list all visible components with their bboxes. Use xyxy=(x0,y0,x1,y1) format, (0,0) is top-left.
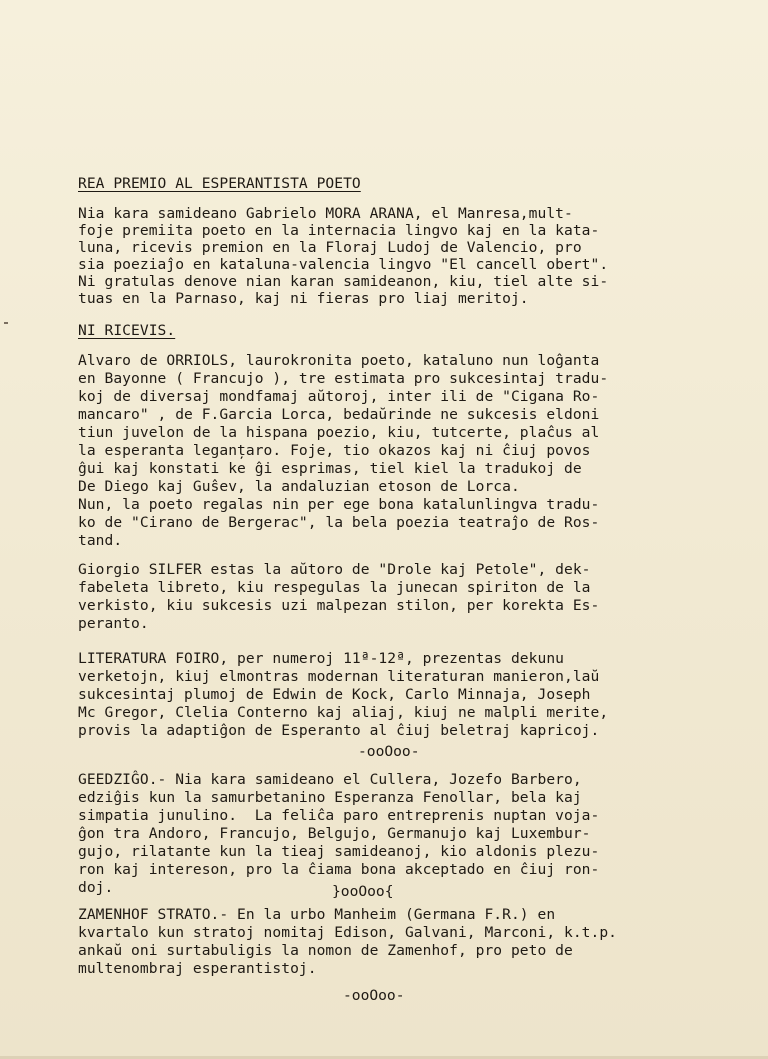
zamenhof-line-2: kvartalo kun stratoj nomitaj Edison, Galvani, Marconi, k.t.p. xyxy=(78,924,618,941)
received-orriols-line-9: Nun, la poeto regalas nin per ege bona katalunlingva tradu- xyxy=(78,496,600,513)
received-silfer-line-3: verkisto, kiu sukcesis uzi malpezan stilon, per korekta Es- xyxy=(78,597,600,614)
article-title-prize: REA PREMIO AL ESPERANTISTA POETO xyxy=(78,175,361,192)
separator-3: -ooOoo- xyxy=(343,987,405,1004)
separator-1: -ooOoo- xyxy=(358,743,420,760)
received-orriols-line-1: Alvaro de ORRIOLS, laurokronita poeto, kataluno nun loĝanta xyxy=(78,352,600,369)
wedding-line-3: simpatia junulino. La feliĉa paro entreprenis nuptan voja- xyxy=(78,807,600,824)
received-orriols-line-3: koj de diversaj mondfamaj aŭtoroj, inter ili de "Cigana Ro- xyxy=(78,388,600,405)
section-title-received: NI RICEVIS. xyxy=(78,322,176,339)
received-orriols-line-6: la esperanta leganțaro. Foje, tio okazos kaj ni ĉiuj povos xyxy=(78,442,591,459)
article-prize-line-1: Nia kara samideano Gabrielo MORA ARANA, el Manresa,mult- xyxy=(78,205,573,222)
wedding-line-4: ĝon tra Andoro, Francujo, Belgujo, Germanujo kaj Luxembur- xyxy=(78,825,591,842)
received-foiro-line-1: LITERATURA FOIRO, per numeroj 11ª-12ª, prezentas dekunu xyxy=(78,650,564,667)
received-foiro-line-4: Mc Gregor, Clelia Conterno kaj aliaj, kiuj ne malpli merite, xyxy=(78,704,609,721)
received-orriols-line-8: De Diego kaj Guŝev, la andaluzian etoson de Lorca. xyxy=(78,478,520,495)
wedding-line-1: GEEDZIĜO.- Nia kara samideano el Cullera, Jozefo Barbero, xyxy=(78,771,582,788)
received-silfer-line-4: peranto. xyxy=(78,615,149,632)
zamenhof-line-4: multenombraj esperantistoj. xyxy=(78,960,317,977)
article-prize-line-3: luna, ricevis premion en la Floraj Ludoj de Valencio, pro xyxy=(78,239,582,256)
received-orriols-line-2: en Bayonne ( Francujo ), tre estimata pro sukcesintaj tradu- xyxy=(78,370,609,387)
received-silfer-line-1: Giorgio SILFER estas la aŭtoro de "Drole kaj Petole", dek- xyxy=(78,561,591,578)
wedding-line-6: ron kaj intereson, pro la ĉiama bona akceptado en ĉiuj ron- xyxy=(78,861,600,878)
separator-2: }ooOoo{ xyxy=(332,883,394,900)
received-orriols-line-5: tiun juvelon de la hispana poezio, kiu, tutcerte, plaĉus al xyxy=(78,424,600,441)
received-foiro-line-3: sukcesintaj plumoj de Edwin de Kock, Carlo Minnaja, Joseph xyxy=(78,686,591,703)
zamenhof-line-1: ZAMENHOF STRATO.- En la urbo Manheim (Germana F.R.) en xyxy=(78,906,556,923)
received-foiro-line-2: verketojn, kiuj elmontras modernan literaturan manieron,laŭ xyxy=(78,668,600,685)
article-prize-line-2: foje premiita poeto en la internacia lingvo kaj en la kata- xyxy=(78,222,600,239)
received-foiro-line-5: provis la adaptiĝon de Esperanto al ĉiuj beletraj kapricoj. xyxy=(78,722,600,739)
article-prize-line-6: tuas en la Parnaso, kaj ni fieras pro liaj meritoj. xyxy=(78,290,529,307)
page-mark xyxy=(4,322,8,324)
received-orriols-line-10: ko de "Cirano de Bergerac", la bela poezia teatraĵo de Ros- xyxy=(78,514,600,531)
received-orriols-line-11: tand. xyxy=(78,532,123,549)
wedding-line-2: edziĝis kun la samurbetanino Esperanza Fenollar, bela kaj xyxy=(78,789,582,806)
zamenhof-line-3: ankaŭ oni surtabuligis la nomon de Zamenhof, pro peto de xyxy=(78,942,573,959)
received-orriols-line-7: ĝui kaj konstati ke ĝi esprimas, tiel kiel la tradukoj de xyxy=(78,460,582,477)
wedding-line-5: gujo, rilatante kun la tieaj samideanoj, kio aldonis plezu- xyxy=(78,843,600,860)
received-orriols-line-4: mancaro" , de F.Garcia Lorca, bedaŭrinde ne sukcesis eldoni xyxy=(78,406,600,423)
received-silfer-line-2: fabeleta libreto, kiu respegulas la junecan spiriton de la xyxy=(78,579,591,596)
article-prize-line-4: sia poeziaĵo en kataluna-valencia lingvo "El cancell obert". xyxy=(78,256,609,273)
article-prize-line-5: Ni gratulas denove nian karan samideanon, kiu, tiel alte si- xyxy=(78,273,609,290)
wedding-line-7: doj. xyxy=(78,879,114,896)
